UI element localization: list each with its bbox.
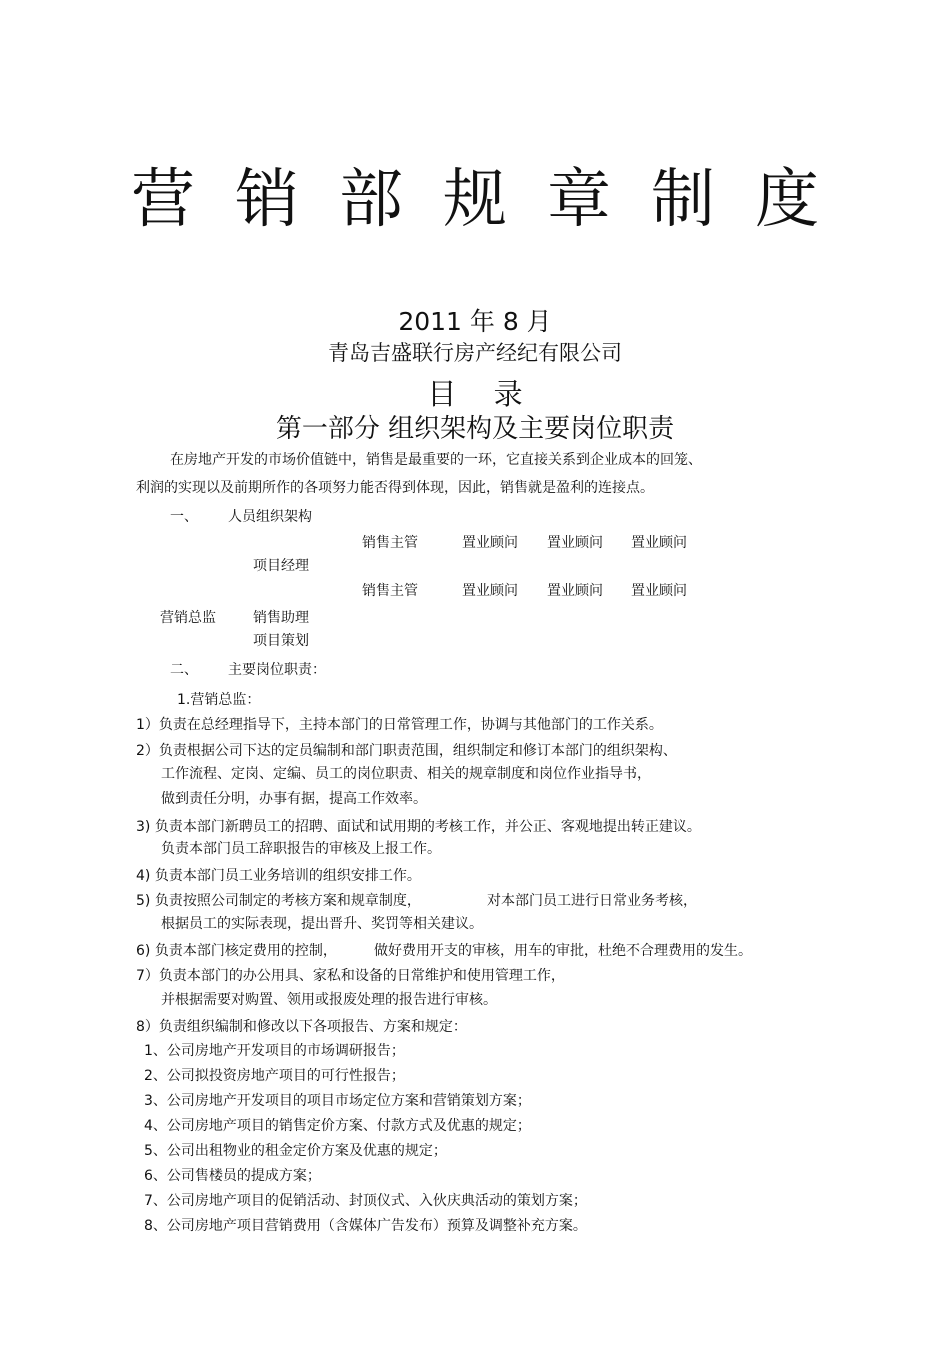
duty-item-1: 1）负责在总经理指导下，主持本部门的日常管理工作，协调与其他部门的工作关系。 bbox=[136, 717, 663, 733]
section1-label: 人员组织架构 bbox=[228, 509, 312, 525]
duty-item-2-cont: 工作流程、定岗、定编、员工的岗位职责、相关的规章制度和岗位作业指导书， bbox=[161, 766, 651, 782]
duty-item-5: 5) 负责按照公司制定的考核方案和规章制度， bbox=[136, 893, 421, 909]
report-item: 6、公司售楼员的提成方案； bbox=[144, 1168, 321, 1184]
title-char: 销 bbox=[235, 163, 299, 237]
report-item: 5、公司出租物业的租金定价方案及优惠的规定； bbox=[144, 1143, 447, 1159]
org-consultant: 置业顾问 bbox=[462, 535, 518, 551]
section2-label: 主要岗位职责： bbox=[228, 662, 326, 678]
org-project-manager: 项目经理 bbox=[253, 558, 309, 574]
report-item: 4、公司房地产项目的销售定价方案、付款方式及优惠的规定； bbox=[144, 1118, 531, 1134]
org-project-planner: 项目策划 bbox=[253, 633, 309, 649]
document-date: 2011 年 8 月 bbox=[398, 307, 552, 336]
org-sales-assistant: 销售助理 bbox=[253, 610, 309, 626]
org-consultant: 置业顾问 bbox=[462, 583, 518, 599]
title-char: 规 bbox=[443, 163, 507, 237]
duty-item-7-cont: 并根据需要对购置、领用或报废处理的报告进行审核。 bbox=[161, 992, 497, 1008]
duty-item-2-cont: 做到责任分明，办事有据，提高工作效率。 bbox=[161, 791, 427, 807]
intro-line-1: 在房地产开发的市场价值链中，销售是最重要的一环，它直接关系到企业成本的回笼、 bbox=[170, 452, 702, 468]
company-name: 青岛吉盛联行房产经纪有限公司 bbox=[328, 341, 622, 365]
document-title bbox=[0, 148, 950, 240]
duty-item-7: 7）负责本部门的办公用具、家私和设备的日常维护和使用管理工作， bbox=[136, 968, 565, 984]
report-item: 7、公司房地产项目的促销活动、封顶仪式、入伙庆典活动的策划方案； bbox=[144, 1193, 587, 1209]
org-consultant: 置业顾问 bbox=[547, 535, 603, 551]
duty-item-3-cont: 负责本部门员工辞职报告的审核及上报工作。 bbox=[161, 841, 441, 857]
org-sales-supervisor-1: 销售主管 bbox=[362, 535, 418, 551]
duty-item-6-part2: 做好费用开支的审核，用车的审批，杜绝不合理费用的发生。 bbox=[374, 943, 752, 959]
org-sales-supervisor-2: 销售主管 bbox=[362, 583, 418, 599]
org-consultant: 置业顾问 bbox=[547, 583, 603, 599]
section2-number: 二、 bbox=[170, 662, 198, 678]
report-item: 1、公司房地产开发项目的市场调研报告； bbox=[144, 1043, 405, 1059]
duty-item-3: 3) 负责本部门新聘员工的招聘、面试和试用期的考核工作，并公正、客观地提出转正建议。 bbox=[136, 819, 701, 835]
duty-item-6: 6) 负责本部门核定费用的控制， bbox=[136, 943, 337, 959]
toc-heading: 目 录 bbox=[427, 377, 537, 411]
duty-item-5-part2: 对本部门员工进行日常业务考核， bbox=[487, 893, 697, 909]
section1-number: 一、 bbox=[170, 509, 198, 525]
title-char: 制 bbox=[651, 163, 715, 237]
report-item: 8、公司房地产项目营销费用（含媒体广告发布）预算及调整补充方案。 bbox=[144, 1218, 587, 1234]
duty-item-8: 8）负责组织编制和修改以下各项报告、方案和规定： bbox=[136, 1019, 467, 1035]
report-item: 3、公司房地产开发项目的项目市场定位方案和营销策划方案； bbox=[144, 1093, 531, 1109]
report-item: 2、公司拟投资房地产项目的可行性报告； bbox=[144, 1068, 405, 1084]
title-char: 营 bbox=[131, 163, 195, 237]
title-char: 度 bbox=[755, 163, 819, 237]
title-char: 章 bbox=[547, 163, 611, 237]
org-consultant: 置业顾问 bbox=[631, 535, 687, 551]
duty-item-2: 2）负责根据公司下达的定员编制和部门职责范围，组织制定和修订本部门的组织架构、 bbox=[136, 743, 677, 759]
title-char: 部 bbox=[339, 163, 403, 237]
org-consultant: 置业顾问 bbox=[631, 583, 687, 599]
intro-line-2: 利润的实现以及前期所作的各项努力能否得到体现，因此，销售就是盈利的连接点。 bbox=[136, 480, 654, 496]
part1-heading: 第一部分 组织架构及主要岗位职责 bbox=[275, 414, 675, 444]
duty-item-5-cont: 根据员工的实际表现，提出晋升、奖罚等相关建议。 bbox=[161, 916, 483, 932]
org-marketing-director: 营销总监 bbox=[160, 610, 216, 626]
duty-heading: 1.营销总监： bbox=[177, 692, 261, 708]
duty-item-4: 4) 负责本部门员工业务培训的组织安排工作。 bbox=[136, 868, 421, 884]
